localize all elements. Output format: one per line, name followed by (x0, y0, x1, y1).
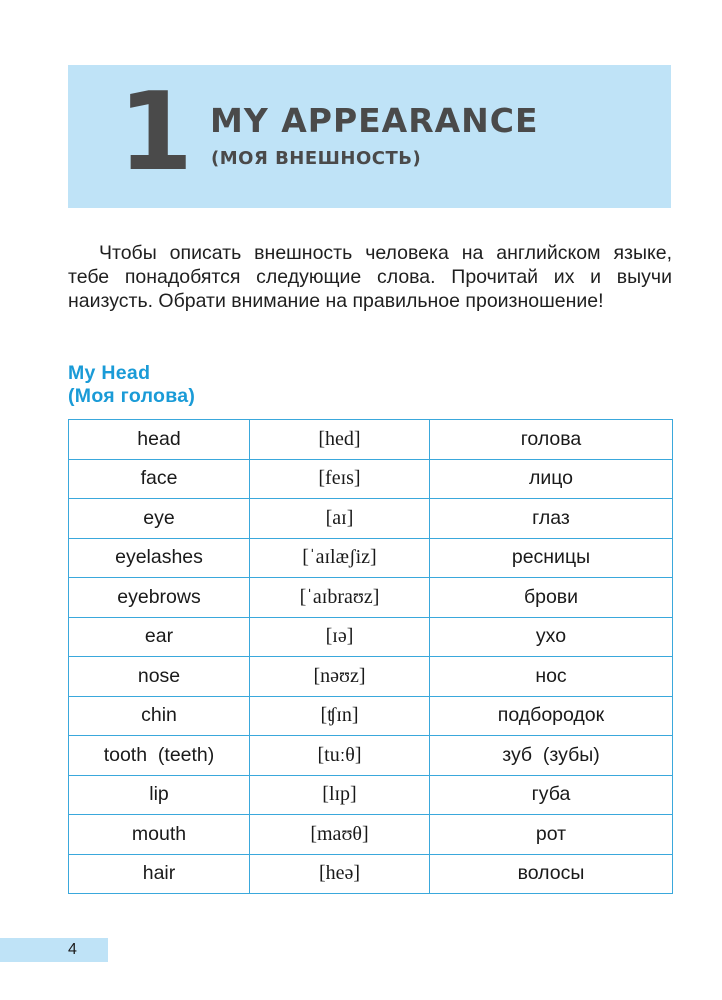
table-row (69, 736, 673, 776)
transcription-cell: [lɪp] (250, 775, 430, 815)
word-cell: tooth (teeth) (69, 736, 250, 776)
chapter-title: MY APPEARANCE (210, 101, 539, 140)
word-cell: lip (69, 775, 250, 815)
table-row (69, 657, 673, 697)
transcription-cell: [ˈaɪbraʊz] (250, 578, 430, 618)
table-row (69, 499, 673, 539)
table-row (69, 459, 673, 499)
transcription-cell: [aɪ] (250, 499, 430, 539)
transcription-cell: [ʧɪn] (250, 696, 430, 736)
section-title-en: My Head (68, 362, 151, 384)
translation-cell: брови (430, 578, 673, 618)
word-cell: eye (69, 499, 250, 539)
table-row (69, 420, 673, 460)
word-cell: face (69, 459, 250, 499)
word-cell: eyelashes (69, 538, 250, 578)
table-row (69, 617, 673, 657)
translation-cell: зуб (зубы) (430, 736, 673, 776)
word-cell: nose (69, 657, 250, 697)
translation-cell: волосы (430, 854, 673, 894)
translation-cell: подбородок (430, 696, 673, 736)
translation-cell: ресницы (430, 538, 673, 578)
translation-cell: рот (430, 815, 673, 855)
table-row (69, 538, 673, 578)
word-cell: mouth (69, 815, 250, 855)
table-row (69, 696, 673, 736)
chapter-banner (68, 65, 671, 208)
table-row (69, 815, 673, 855)
page-number: 4 (68, 941, 77, 958)
transcription-cell: [heə] (250, 854, 430, 894)
translation-cell: нос (430, 657, 673, 697)
table-row (69, 854, 673, 894)
transcription-cell: [nəʊz] (250, 657, 430, 697)
chapter-subtitle: (МОЯ ВНЕШНОСТЬ) (211, 148, 422, 169)
word-cell: hair (69, 854, 250, 894)
page-number-tab (0, 938, 108, 962)
transcription-cell: [ɪə] (250, 617, 430, 657)
transcription-cell: [maʊθ] (250, 815, 430, 855)
transcription-cell: [ˈaɪlæʃiz] (250, 538, 430, 578)
word-cell: head (69, 420, 250, 460)
word-cell: ear (69, 617, 250, 657)
table-row (69, 578, 673, 618)
table-row (69, 775, 673, 815)
transcription-cell: [tuːθ] (250, 736, 430, 776)
intro-paragraph: Чтобы описать внешность человека на английском языке, тебе понадобятся следующие слова. Прочитай их и выучи наизусть. Обрати внимание на правильное произношение! (68, 242, 672, 312)
translation-cell: глаз (430, 499, 673, 539)
translation-cell: ухо (430, 617, 673, 657)
translation-cell: голова (430, 420, 673, 460)
translation-cell: лицо (430, 459, 673, 499)
chapter-number: 1 (118, 70, 192, 195)
word-cell: chin (69, 696, 250, 736)
word-cell: eyebrows (69, 578, 250, 618)
section-title-ru: (Моя голова) (68, 385, 196, 407)
translation-cell: губа (430, 775, 673, 815)
transcription-cell: [feɪs] (250, 459, 430, 499)
vocabulary-table (68, 419, 673, 894)
section-heading (68, 362, 195, 408)
transcription-cell: [hed] (250, 420, 430, 460)
